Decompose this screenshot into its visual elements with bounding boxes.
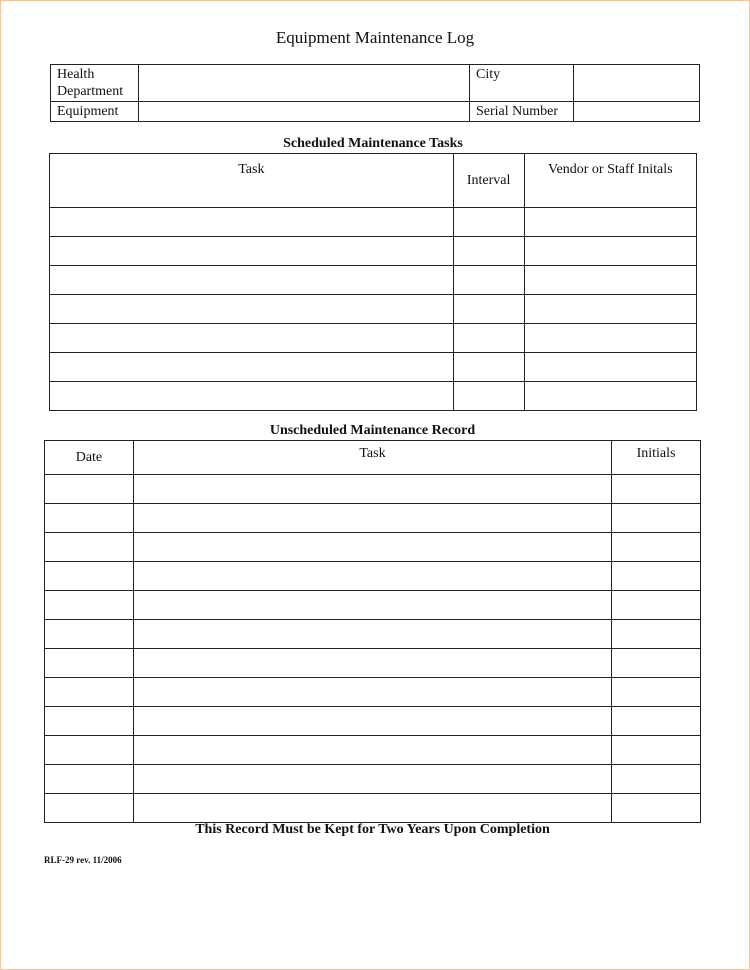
unscheduled-row [45, 533, 701, 562]
unscheduled-row [45, 765, 701, 794]
unscheduled-cell-3[interactable] [612, 794, 701, 823]
unscheduled-cell-2[interactable] [133, 649, 611, 678]
unscheduled-cell-3[interactable] [612, 678, 701, 707]
unscheduled-row [45, 707, 701, 736]
scheduled-row [50, 382, 697, 411]
scheduled-cell-2[interactable] [453, 382, 524, 411]
city-label: City [470, 65, 574, 102]
unscheduled-cell-1[interactable] [45, 562, 134, 591]
scheduled-cell-2[interactable] [453, 324, 524, 353]
retention-note: This Record Must be Kept for Two Years Upon Completion [195, 822, 550, 837]
scheduled-cell-3[interactable] [524, 353, 696, 382]
unscheduled-cell-3[interactable] [612, 765, 701, 794]
scheduled-cell-1[interactable] [50, 208, 454, 237]
scheduled-initials-header: Vendor or Staff Initals [524, 154, 696, 208]
scheduled-cell-3[interactable] [524, 208, 696, 237]
unscheduled-cell-3[interactable] [612, 649, 701, 678]
serial-number-label: Serial Number [470, 102, 574, 122]
unscheduled-row [45, 475, 701, 504]
unscheduled-row [45, 620, 701, 649]
unscheduled-cell-3[interactable] [612, 475, 701, 504]
health-department-field[interactable] [139, 65, 470, 102]
scheduled-cell-3[interactable] [524, 237, 696, 266]
unscheduled-cell-2[interactable] [133, 678, 611, 707]
unscheduled-cell-2[interactable] [133, 591, 611, 620]
equipment-field[interactable] [139, 102, 470, 122]
scheduled-cell-3[interactable] [524, 266, 696, 295]
scheduled-row [50, 237, 697, 266]
unscheduled-cell-1[interactable] [45, 533, 134, 562]
unscheduled-cell-3[interactable] [612, 591, 701, 620]
unscheduled-cell-2[interactable] [133, 504, 611, 533]
unscheduled-cell-1[interactable] [45, 707, 134, 736]
equipment-info-table [50, 64, 700, 122]
form-id: RLF-29 rev. 11/2006 [44, 855, 122, 865]
scheduled-row [50, 266, 697, 295]
unscheduled-row [45, 794, 701, 823]
scheduled-section-title: Scheduled Maintenance Tasks [283, 136, 463, 151]
scheduled-cell-1[interactable] [50, 295, 454, 324]
unscheduled-cell-3[interactable] [612, 562, 701, 591]
unscheduled-cell-2[interactable] [133, 533, 611, 562]
unscheduled-record-table [44, 440, 701, 823]
unscheduled-cell-3[interactable] [612, 533, 701, 562]
scheduled-cell-3[interactable] [524, 295, 696, 324]
unscheduled-row [45, 649, 701, 678]
scheduled-cell-2[interactable] [453, 295, 524, 324]
unscheduled-cell-1[interactable] [45, 794, 134, 823]
scheduled-cell-2[interactable] [453, 208, 524, 237]
unscheduled-cell-2[interactable] [133, 765, 611, 794]
unscheduled-cell-1[interactable] [45, 620, 134, 649]
scheduled-task-header: Task [50, 154, 454, 208]
unscheduled-cell-2[interactable] [133, 562, 611, 591]
unscheduled-row [45, 562, 701, 591]
page-title: Equipment Maintenance Log [275, 28, 475, 47]
unscheduled-cell-2[interactable] [133, 794, 611, 823]
unscheduled-cell-1[interactable] [45, 649, 134, 678]
unscheduled-row [45, 736, 701, 765]
unscheduled-cell-2[interactable] [133, 620, 611, 649]
unscheduled-row [45, 504, 701, 533]
unscheduled-initials-header: Initials [612, 441, 701, 475]
unscheduled-cell-1[interactable] [45, 475, 134, 504]
scheduled-row [50, 208, 697, 237]
scheduled-row [50, 324, 697, 353]
unscheduled-cell-1[interactable] [45, 591, 134, 620]
unscheduled-row [45, 678, 701, 707]
unscheduled-cell-2[interactable] [133, 736, 611, 765]
scheduled-interval-header: Interval [453, 154, 524, 208]
equipment-label: Equipment [51, 102, 139, 122]
unscheduled-cell-3[interactable] [612, 620, 701, 649]
scheduled-cell-3[interactable] [524, 324, 696, 353]
scheduled-cell-2[interactable] [453, 266, 524, 295]
unscheduled-cell-2[interactable] [133, 707, 611, 736]
unscheduled-row [45, 591, 701, 620]
unscheduled-cell-3[interactable] [612, 736, 701, 765]
scheduled-cell-1[interactable] [50, 382, 454, 411]
unscheduled-cell-3[interactable] [612, 504, 701, 533]
scheduled-cell-2[interactable] [453, 353, 524, 382]
unscheduled-cell-1[interactable] [45, 765, 134, 794]
scheduled-cell-1[interactable] [50, 353, 454, 382]
unscheduled-date-header: Date [45, 441, 134, 475]
unscheduled-cell-1[interactable] [45, 678, 134, 707]
unscheduled-cell-1[interactable] [45, 736, 134, 765]
unscheduled-task-header: Task [133, 441, 611, 475]
health-department-label: Health Department [51, 65, 139, 102]
scheduled-cell-2[interactable] [453, 237, 524, 266]
unscheduled-cell-3[interactable] [612, 707, 701, 736]
city-field[interactable] [574, 65, 700, 102]
scheduled-tasks-table [49, 153, 697, 411]
scheduled-row [50, 295, 697, 324]
scheduled-cell-1[interactable] [50, 237, 454, 266]
unscheduled-section-title: Unscheduled Maintenance Record [269, 423, 476, 438]
scheduled-cell-1[interactable] [50, 324, 454, 353]
scheduled-cell-1[interactable] [50, 266, 454, 295]
unscheduled-cell-1[interactable] [45, 504, 134, 533]
serial-number-field[interactable] [574, 102, 700, 122]
unscheduled-cell-2[interactable] [133, 475, 611, 504]
scheduled-row [50, 353, 697, 382]
scheduled-cell-3[interactable] [524, 382, 696, 411]
